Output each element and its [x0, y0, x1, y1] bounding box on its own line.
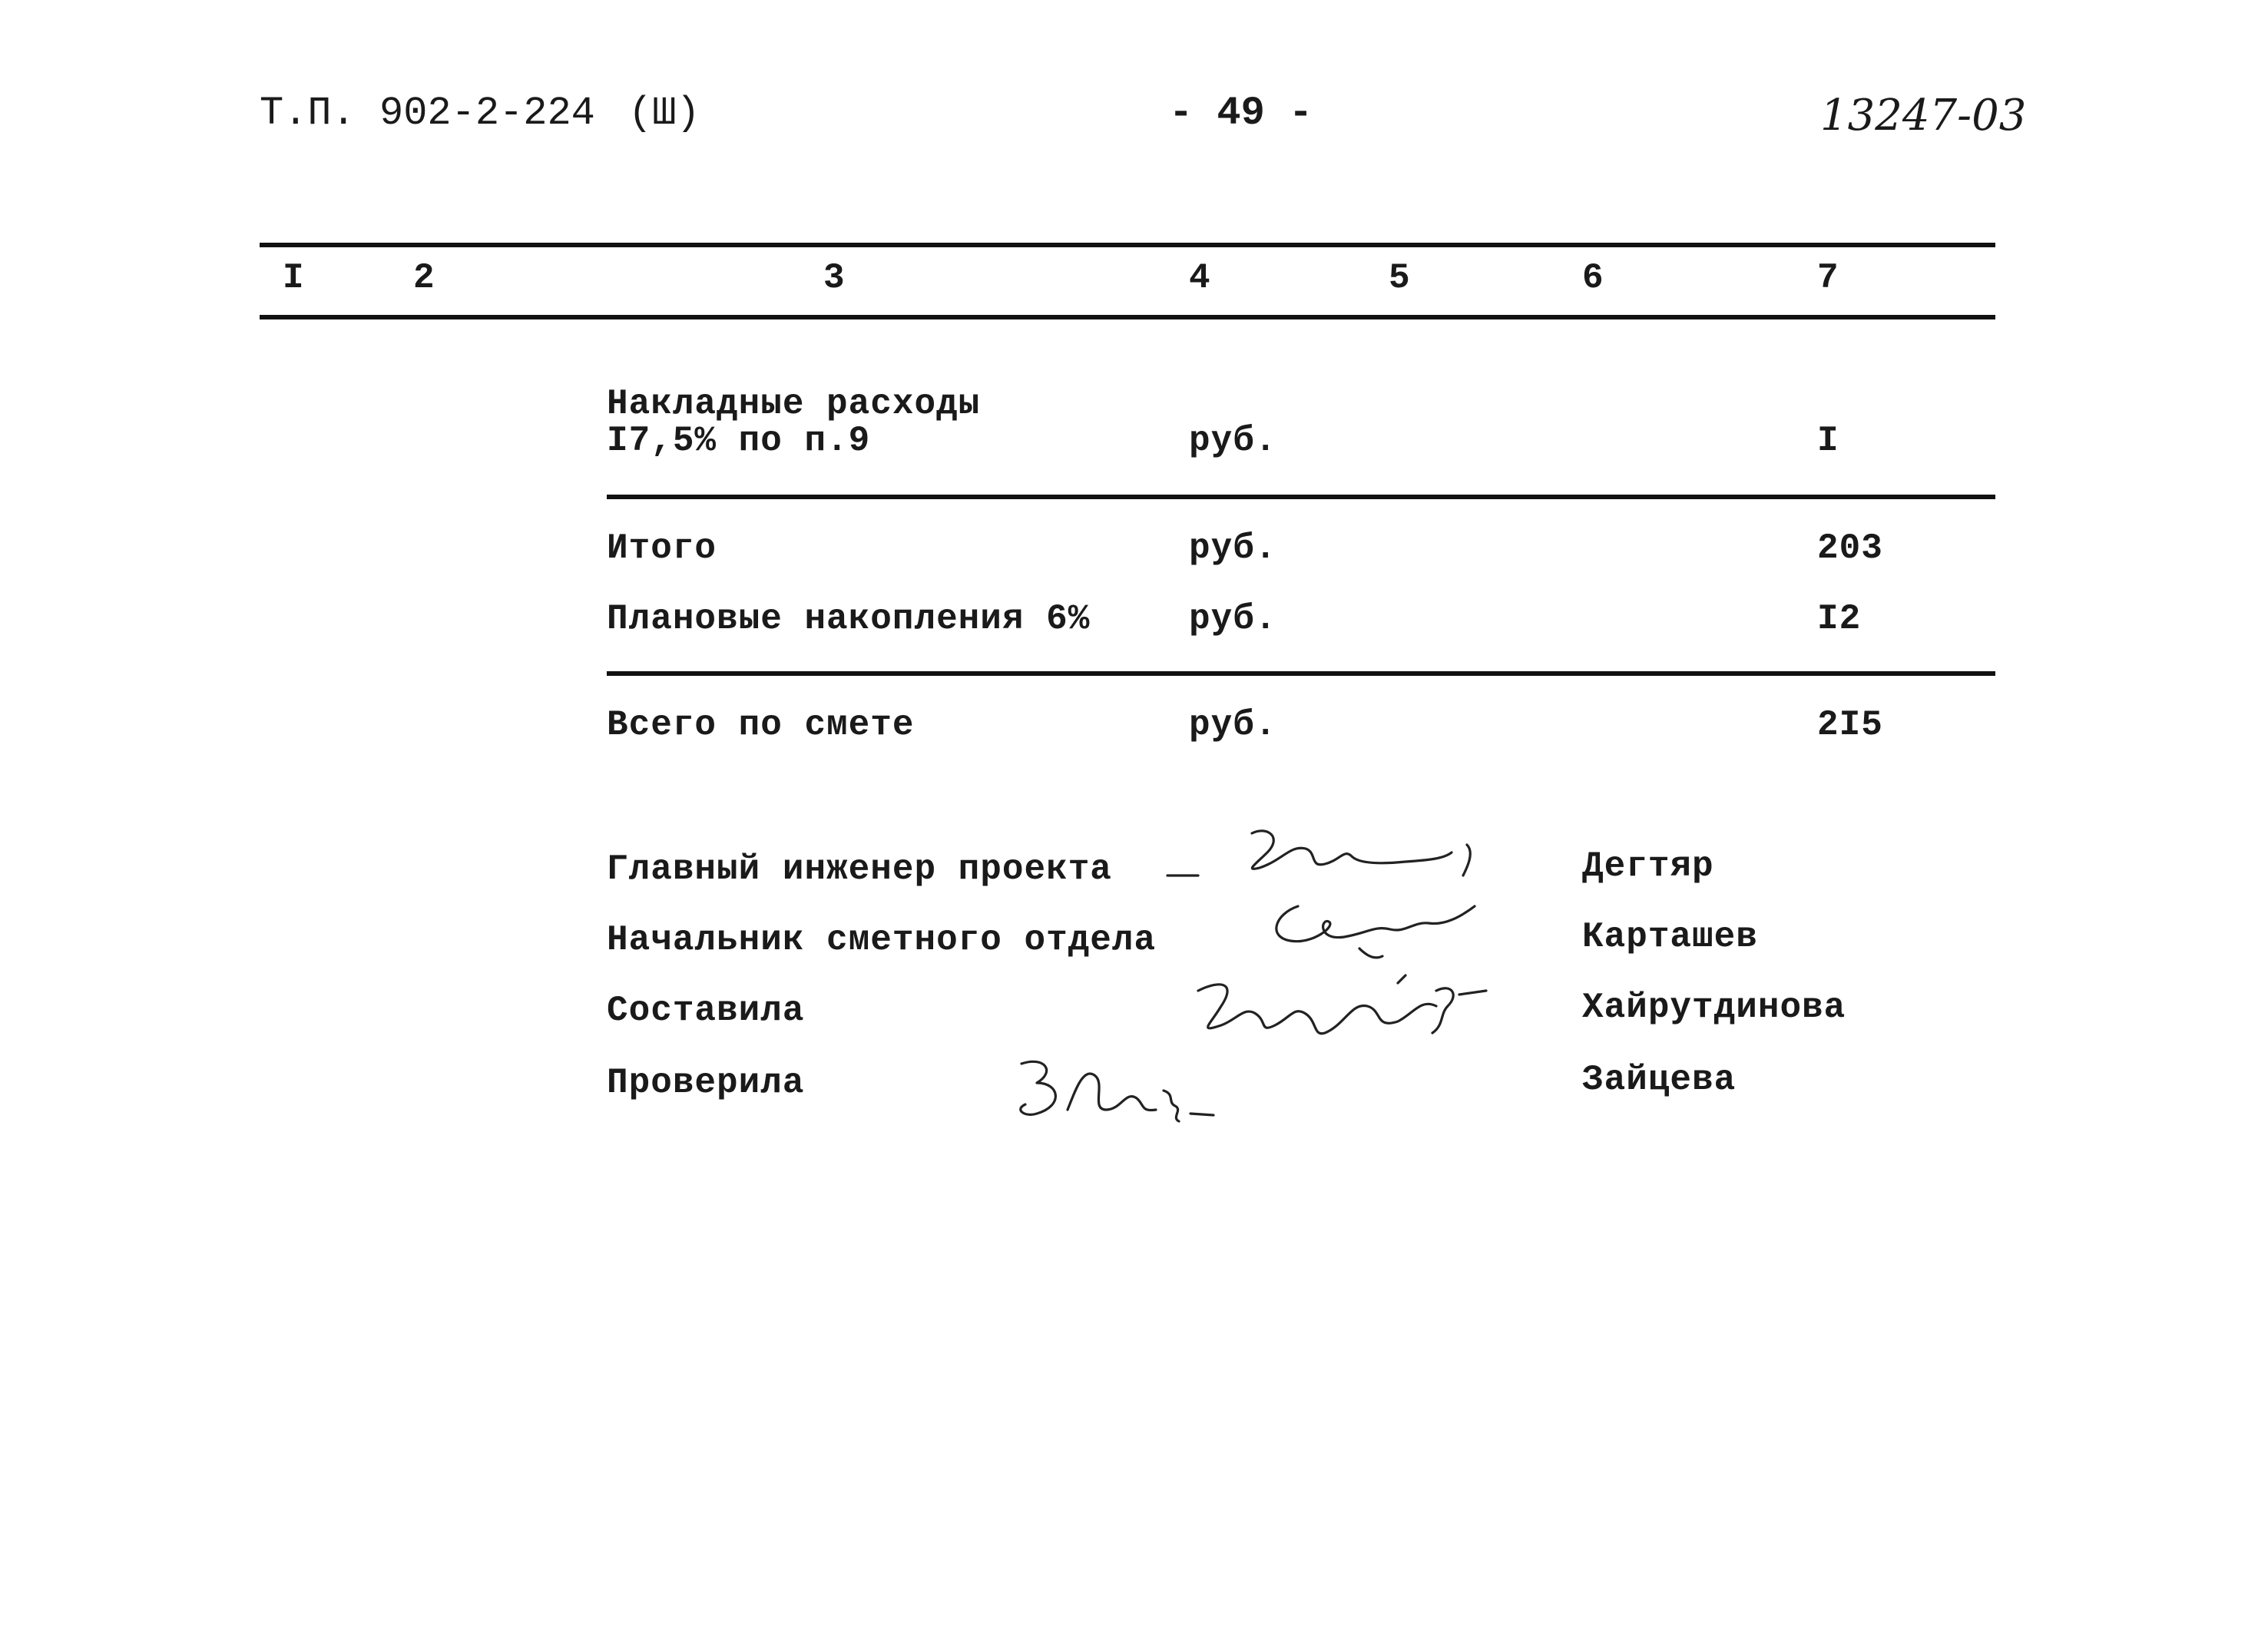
row-overhead-name-line1: Накладные расходы — [607, 384, 981, 424]
column-number-7: 7 — [1817, 258, 1839, 298]
row-overhead-unit: руб. — [1189, 421, 1277, 461]
page-number: - 49 - — [1169, 91, 1313, 136]
signature-mark-checker — [991, 1044, 1252, 1129]
signature-role-compiler: Составила — [607, 991, 805, 1031]
signature-surname-checker: Зайцева — [1582, 1060, 1737, 1100]
document-designation: Т.П. 902-2-224 — [260, 91, 595, 136]
signature-role-chief-engineer: Главный инженер проекта — [607, 849, 1112, 889]
grand-total-rule — [607, 671, 1995, 676]
column-number-3: 3 — [823, 258, 845, 298]
signature-mark-chief-engineer — [1152, 822, 1521, 891]
signature-role-estimate-head: Начальник сметного отдела — [607, 920, 1157, 960]
column-number-2: 2 — [413, 258, 435, 298]
column-number-4: 4 — [1189, 258, 1210, 298]
row-planned-value: I2 — [1817, 599, 1862, 639]
table-header-bottom-rule — [260, 315, 1995, 319]
subtotal-rule — [607, 495, 1995, 499]
row-total-unit: руб. — [1189, 528, 1277, 568]
row-overhead-value: I — [1817, 421, 1839, 461]
column-number-5: 5 — [1389, 258, 1410, 298]
row-grand-total-unit: руб. — [1189, 705, 1277, 745]
row-planned-name: Плановые накопления 6% — [607, 599, 1091, 639]
signature-role-checker: Проверила — [607, 1063, 805, 1103]
signature-surname-chief-engineer: Дегтяр — [1582, 846, 1714, 886]
document-part: (Ш) — [628, 91, 700, 136]
signature-surname-estimate-head: Карташев — [1582, 917, 1758, 957]
row-grand-total-value: 2I5 — [1817, 705, 1883, 745]
row-planned-unit: руб. — [1189, 599, 1277, 639]
table-top-rule — [260, 243, 1995, 247]
row-grand-total-name: Всего по смете — [607, 705, 915, 745]
column-number-6: 6 — [1582, 258, 1604, 298]
signature-surname-compiler: Хайрутдинова — [1582, 988, 1846, 1028]
row-overhead-name-line2: I7,5% по п.9 — [607, 421, 871, 461]
row-total-name: Итого — [607, 528, 717, 568]
signature-mark-estimate-head — [1229, 883, 1505, 968]
inventory-number: 13247-03 — [1820, 91, 2027, 141]
row-total-value: 203 — [1817, 528, 1883, 568]
column-number-1: I — [283, 258, 304, 298]
